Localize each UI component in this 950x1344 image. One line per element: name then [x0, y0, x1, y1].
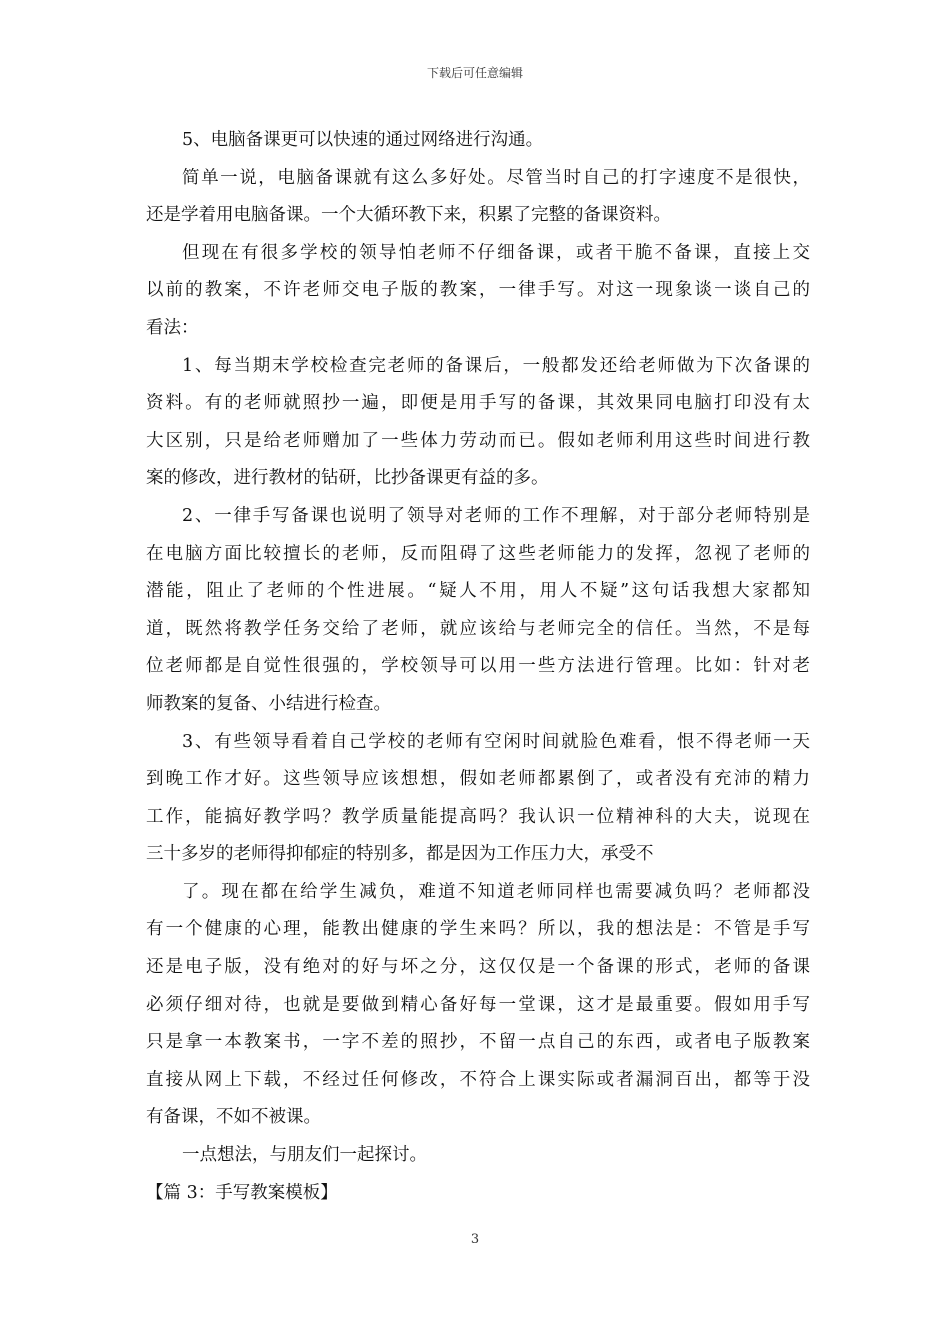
text-line: 必须仔细对待，也就是要做到精心备好每一堂课，这才是最重要。假如用手写 — [146, 994, 810, 1015]
page-header: 下载后可任意编辑 — [426, 66, 523, 80]
text-line: 但现在有很多学校的领导怕老师不仔细备课，或者干脆不备课，直接上交 — [182, 242, 810, 263]
text-line: 有备课，不如不被课。 — [146, 1107, 321, 1128]
text-line: 位老师都是自觉性很强的，学校领导可以用一些方法进行管理。比如：针对老 — [146, 656, 810, 677]
text-line: 【篇 3：手写教案模板】 — [146, 1182, 338, 1203]
text-line: 看法： — [146, 317, 199, 338]
text-line: 道，既然将教学任务交给了老师，就应该给与老师完全的信任。当然，不是每 — [146, 618, 810, 639]
text-line: 只是拿一本教案书，一字不差的照抄，不留一点自己的东西，或者电子版教案 — [146, 1032, 810, 1053]
text-line: 2、一律手写备课也说明了领导对老师的工作不理解，对于部分老师特别是 — [182, 505, 810, 526]
document-body — [146, 122, 810, 1212]
text-line: 大区别，只是给老师赠加了一些体力劳动而已。假如老师利用这些时间进行教 — [146, 430, 810, 451]
text-line: 到晚工作才好。这些领导应该想想，假如老师都累倒了，或者没有充沛的精力 — [146, 769, 810, 790]
text-line: 在电脑方面比较擅长的老师，反而阻碍了这些老师能力的发挥，忽视了老师的 — [146, 543, 810, 564]
text-line: 以前的教案，不许老师交电子版的教案，一律手写。对这一现象谈一谈自己的 — [146, 280, 810, 301]
text-line: 一点想法，与朋友们一起探讨。 — [182, 1145, 427, 1166]
text-line: 三十多岁的老师得抑郁症的特别多，都是因为工作压力大，承受不 — [146, 844, 654, 865]
text-line: 1、每当期末学校检查完老师的备课后，一般都发还给老师做为下次备课的 — [182, 355, 810, 376]
text-line: 有一个健康的心理，能教出健康的学生来吗？所以，我的想法是：不管是手写 — [146, 919, 810, 940]
text-line: 资料。有的老师就照抄一遍，即便是用手写的备课，其效果同电脑打印没有太 — [146, 393, 810, 414]
text-line: 还是学着用电脑备课。一个大循环教下来，积累了完整的备课资料。 — [146, 205, 671, 226]
text-line: 工作，能搞好教学吗？教学质量能提高吗？我认识一位精神科的大夫，说现在 — [146, 806, 810, 827]
text-line: 直接从网上下载，不经过任何修改，不符合上课实际或者漏洞百出，都等于没 — [146, 1069, 810, 1090]
text-line: 还是电子版，没有绝对的好与坏之分，这仅仅是一个备课的形式，老师的备课 — [146, 957, 810, 978]
text-line: 师教案的复备、小结进行检查。 — [146, 693, 391, 714]
text-line: 潜能，阻止了老师的个性进展。“疑人不用，用人不疑”这句话我想大家都知 — [146, 581, 810, 602]
text-line: 3、有些领导看着自己学校的老师有空闲时间就脸色难看，恨不得老师一天 — [182, 731, 810, 752]
text-line: 简单一说，电脑备课就有这么多好处。尽管当时自己的打字速度不是很快， — [182, 167, 810, 188]
page-number: 3 — [470, 1232, 480, 1247]
text-line: 5、电脑备课更可以快速的通过网络进行沟通。 — [182, 130, 544, 150]
text-line: 了。现在都在给学生减负，难道不知道老师同样也需要减负吗？老师都没 — [182, 881, 810, 902]
text-line: 案的修改，进行教材的钻研，比抄备课更有益的多。 — [146, 468, 549, 489]
